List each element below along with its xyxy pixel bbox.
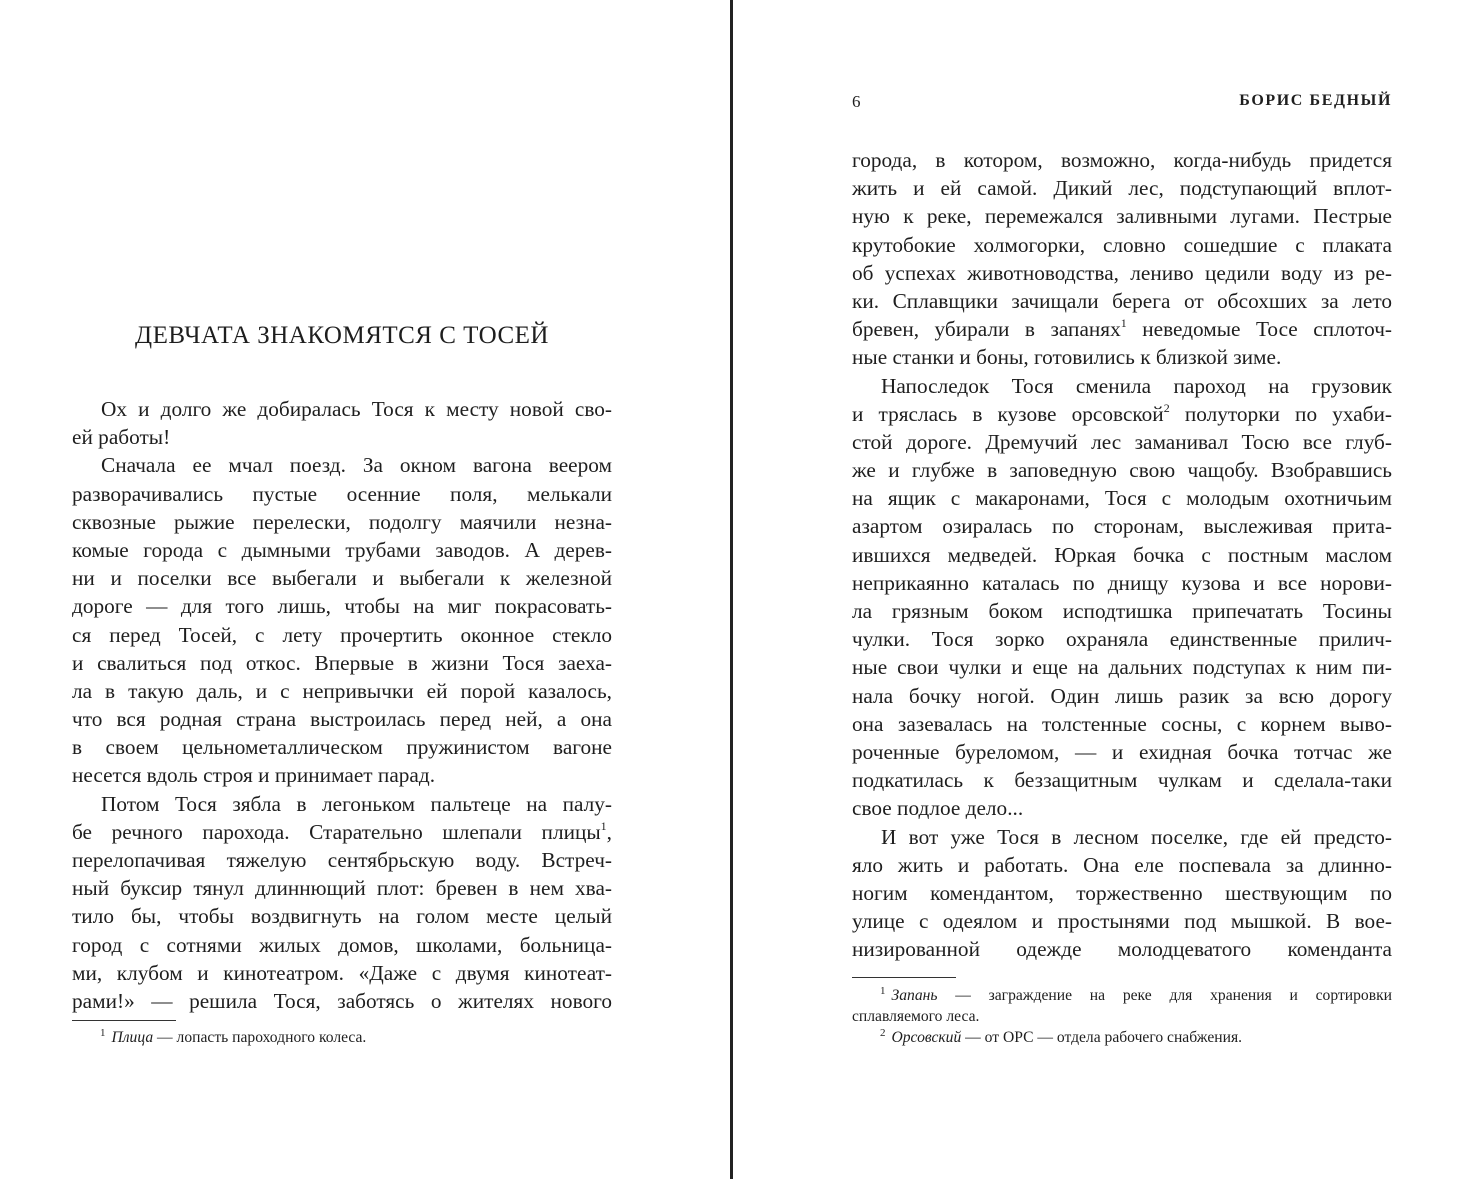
text-line [72, 733, 612, 761]
text-line [852, 315, 1392, 343]
text-line [852, 231, 1392, 259]
footnote [852, 1027, 1392, 1048]
text-line-content: подкатилась к беззащитным чулкам и сделала-таки [852, 768, 1392, 793]
text-line [852, 597, 1392, 625]
footnote-mark: 1 [880, 985, 886, 997]
footnote [852, 985, 1392, 1006]
text-line [852, 541, 1392, 569]
text-line [852, 569, 1392, 597]
text-line [72, 959, 612, 987]
text-line-content: яло жить и работать. Она еле поспевала за длинно- [852, 852, 1392, 877]
page-number: 6 [852, 92, 862, 111]
text-line [72, 621, 612, 649]
text-line [72, 423, 612, 451]
text-line-content: комые города с дымными трубами заводов. А дерев- [72, 537, 612, 562]
text-line-content: азартом озиралась по сторонам, выслеживая прита- [852, 514, 1392, 539]
text-line-tail: полуторки по ухаби- [1169, 401, 1392, 426]
text-line [72, 987, 612, 1015]
text-line-content: роченные буреломом, — и ехидная бочка тотчас же [852, 739, 1392, 764]
text-line-content: чулки. Тося зорко охраняла единственные прилич- [852, 627, 1392, 652]
footnote-term: Орсовский [891, 1029, 962, 1046]
text-line [72, 846, 612, 874]
text-line-content: и свалиться под откос. Впервые в жизни Тося заеха- [72, 650, 612, 675]
text-line-content: она зазевалась на толстенные сосны, с корнем выво- [852, 711, 1392, 736]
text-line [72, 592, 612, 620]
footnote [72, 1027, 612, 1048]
text-line-content: ла в такую даль, и с непривычки ей порой казалось, [72, 678, 612, 703]
text-line [852, 851, 1392, 879]
text-line-content: улице с одеялом и простынями под мышкой. В вое- [852, 909, 1392, 934]
text-line-content: несется вдоль строя и принимает парад. [72, 763, 436, 788]
book-spine-divider [730, 0, 733, 1179]
text-line [72, 902, 612, 930]
text-line [852, 823, 1392, 851]
text-line-content: ный буксир тянул длиннющий плот: бревен в нем хва- [72, 876, 612, 901]
text-line-content: Ох и долго же добиралась Тося к месту новой сво- [101, 397, 612, 421]
text-line-content: низированной одежде молодцеватого коменданта [852, 937, 1392, 962]
text-line-content: в своем цельнометаллическом пружинистом вагоне [72, 735, 612, 760]
text-line [852, 879, 1392, 907]
footnote-continuation: сплавляемого леса. [852, 1008, 980, 1025]
text-line-content: ногим комендантом, торжественно шествующим по [852, 880, 1392, 905]
text-line-content: И вот уже Тося в лесном поселке, где ей предсто- [881, 824, 1392, 849]
text-line-content: ки. Сплавщики зачищали берега от обсохших за лето [852, 288, 1392, 313]
text-line-content: Потом Тося зябла в легоньком пальтеце на палу- [101, 791, 612, 816]
footnote-mark: 2 [880, 1027, 886, 1039]
text-line-content: города, в котором, возможно, когда-нибудь придется [852, 148, 1392, 172]
text-line-content: бревен, убирали в запанях [852, 317, 1121, 342]
text-line [852, 653, 1392, 681]
text-line-content: ей работы! [72, 425, 171, 450]
text-line-content: свое подлое дело... [852, 796, 1024, 821]
text-line-content: Напоследок Тося сменила пароход на грузовик [881, 373, 1392, 398]
text-line [72, 451, 612, 479]
footnote-definition: — от ОРС — отдела рабочего снабжения. [961, 1029, 1243, 1046]
text-line [852, 343, 1392, 371]
text-line [852, 202, 1392, 230]
footnote-reference: 1 [1120, 316, 1127, 331]
text-line-content: перелопачивая тяжелую сентябрьскую воду. Встреч- [72, 848, 612, 872]
footnote-reference: 2 [1163, 400, 1170, 415]
text-line-content: сквозные рыжие перелески, подолгу маячили незна- [72, 509, 612, 534]
text-line [852, 512, 1392, 540]
right-footnotes [852, 985, 1392, 1048]
footnote-definition: — лопасть пароходного колеса. [153, 1029, 367, 1046]
left-body-text [72, 395, 612, 1015]
text-line-content: ми, клубом и кинотеатром. «Даже с двумя кинотеат- [72, 960, 612, 985]
text-line [72, 508, 612, 536]
text-line [852, 625, 1392, 653]
footnote-rule [852, 977, 956, 978]
text-line-content: же и глубже в заповедную свою чащобу. Взобравшись [852, 458, 1392, 483]
running-head-author: БОРИС БЕДНЫЙ [1239, 92, 1392, 109]
footnote-term: Запань [891, 987, 938, 1004]
text-line-content: стой дороге. Дремучий лес заманивал Тосю все глуб- [852, 429, 1392, 454]
text-line-content: крутобокие холмогорки, словно сошедшие с плаката [852, 232, 1392, 257]
text-line [72, 564, 612, 592]
running-head [852, 92, 1392, 116]
text-line-content: жить и ей самой. Дикий лес, подступающий вплот- [852, 176, 1392, 201]
right-body-text [852, 146, 1392, 963]
text-line-tail: неведомые Тосе сплоточ- [1126, 317, 1392, 342]
text-line [72, 874, 612, 902]
text-line [852, 794, 1392, 822]
footnote-reference: 1 [600, 818, 607, 833]
text-line [72, 480, 612, 508]
text-line-content: тило бы, чтобы воздвигнуть на голом месте целый [72, 904, 612, 929]
text-line [852, 400, 1392, 428]
text-line-content: ные станки и боны, готовились к близкой зиме. [852, 345, 1282, 370]
text-line [852, 907, 1392, 935]
text-line-content: ную к реке, перемежался заливными лугами. Пестрые [852, 204, 1392, 229]
text-line [72, 790, 612, 818]
text-line-content: ившихся медведей. Юркая бочка с постным маслом [852, 542, 1392, 567]
text-line [852, 174, 1392, 202]
text-line-content: ные свои чулки и еще на дальних подступах к ним пи- [852, 655, 1392, 680]
text-line-content: город с сотнями жилых домов, школами, больница- [72, 932, 612, 957]
text-line-content: что вся родная страна выстроилась перед ней, а она [72, 707, 612, 732]
text-line-content: на ящик с макаронами, Тося с молодым охотничьим [852, 486, 1392, 511]
text-line [852, 710, 1392, 738]
text-line [852, 287, 1392, 315]
text-line [852, 456, 1392, 484]
text-line-content: ся перед Тосей, с лету прочертить оконное стекло [72, 622, 612, 647]
text-line [852, 428, 1392, 456]
text-line [852, 146, 1392, 174]
text-line [72, 761, 612, 789]
text-line [852, 738, 1392, 766]
text-line [852, 372, 1392, 400]
text-line-content: рами!» — решила Тося, заботясь о жителях нового [72, 988, 612, 1013]
text-line [852, 259, 1392, 287]
text-line-content: Сначала ее мчал поезд. За окном вагона веером [101, 453, 612, 478]
footnote-definition: — заграждение на реке для хранения и сортировки [937, 987, 1392, 1004]
text-line-content: неприкаянно каталась по днищу кузова и все норови- [852, 570, 1392, 595]
text-line-content: и тряслась в кузове орсовской [852, 401, 1164, 426]
text-line [72, 395, 612, 423]
text-line-content: ла грязным боком исподтишка припечатать Тосины [852, 599, 1392, 623]
text-line-content: дороге — для того лишь, чтобы на миг покрасовать- [72, 594, 612, 619]
text-line-content: ни и поселки все выбегали и выбегали к железной [72, 566, 612, 591]
text-line-content: разворачивались пустые осенние поля, мелькали [72, 481, 612, 506]
text-line-tail: , [606, 819, 612, 844]
text-line [72, 649, 612, 677]
text-line [72, 818, 612, 846]
text-line-content: нала бочку ногой. Один лишь разик за всю дорогу [852, 683, 1392, 708]
chapter-title: ДЕВЧАТА ЗНАКОМЯТСЯ С ТОСЕЙ [135, 322, 549, 349]
text-line [72, 705, 612, 733]
text-line [852, 682, 1392, 710]
text-line [852, 766, 1392, 794]
text-line [72, 677, 612, 705]
text-line-content: бе речного парохода. Старательно шлепали плицы [72, 819, 601, 844]
footnote-rule [72, 1020, 176, 1021]
text-line [852, 935, 1392, 963]
footnote-term: Плица [111, 1029, 154, 1046]
text-line-content: об успехах животноводства, лениво цедили воду из ре- [852, 260, 1392, 285]
footnote-mark: 1 [100, 1027, 106, 1039]
text-line [852, 484, 1392, 512]
left-footnotes [72, 1027, 612, 1048]
text-line [72, 536, 612, 564]
text-line [72, 931, 612, 959]
